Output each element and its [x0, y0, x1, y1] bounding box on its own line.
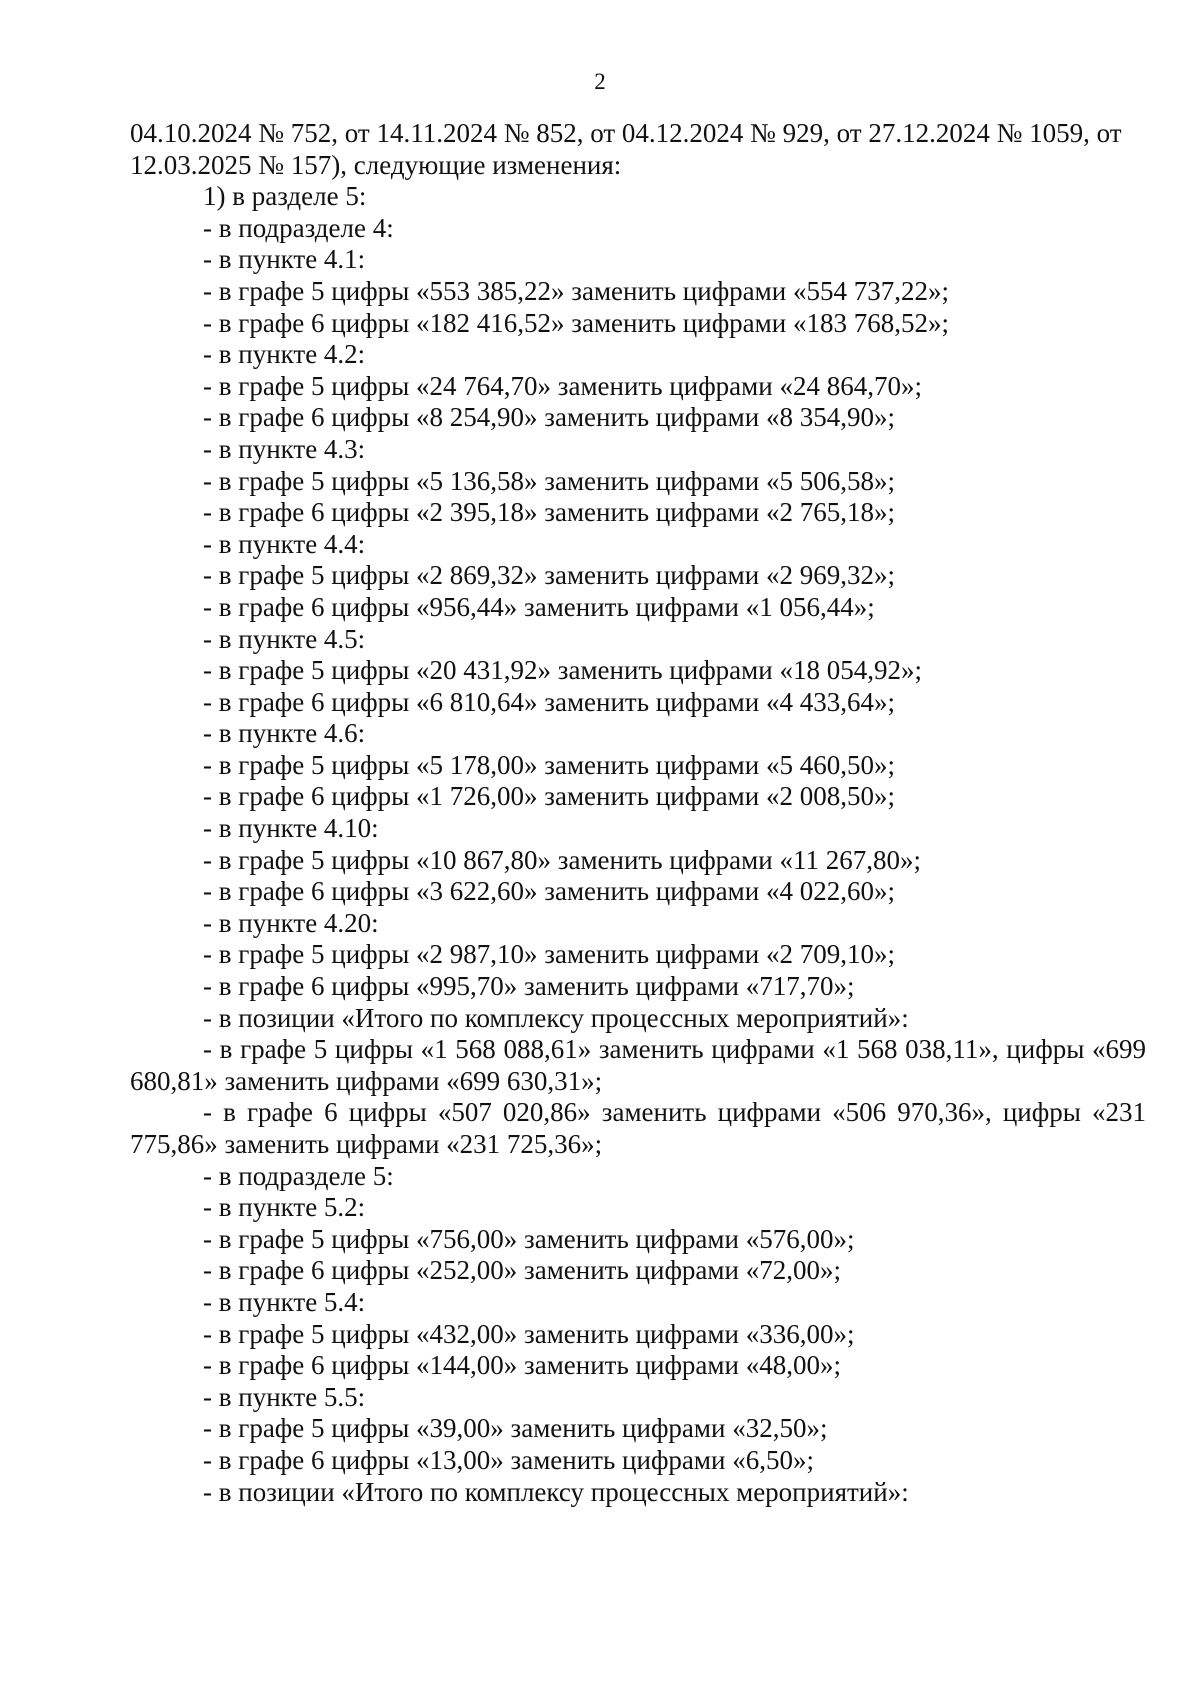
list-item: - в графе 6 цифры «6 810,64» заменить цифрами «4 433,64»; [203, 686, 895, 717]
list-item: - в графе 6 цифры «1 726,00» заменить цифрами «2 008,50»; [203, 781, 895, 812]
list-item: - в графе 5 цифры «2 869,32» заменить цифрами «2 969,32»; [203, 560, 895, 591]
total-graph-6-paragraph: - в графе 6 цифры «507 020,86» заменить цифрами «506 970,36», цифры «231 775,86» заменить цифрами «231 725,36»; [130, 1097, 1146, 1159]
list-item: - в графе 6 цифры «956,44» заменить цифрами «1 056,44»; [203, 591, 875, 622]
list-item: - в графе 5 цифры «2 987,10» заменить цифрами «2 709,10»; [203, 939, 895, 970]
list-item: - в графе 5 цифры «553 385,22» заменить цифрами «554 737,22»; [203, 275, 949, 306]
list-item: - в графе 5 цифры «756,00» заменить цифрами «576,00»; [203, 1223, 855, 1254]
list-item: - в графе 5 цифры «39,00» заменить цифрами «32,50»; [203, 1413, 828, 1444]
list-item: - в пункте 4.4: [203, 528, 366, 559]
list-item: - в графе 5 цифры «20 431,92» заменить цифрами «18 054,92»; [203, 655, 922, 686]
list-item: - в пункте 4.3: [203, 433, 366, 464]
list-item: - в графе 6 цифры «13,00» заменить цифрами «6,50»; [203, 1444, 814, 1475]
list-item: - в графе 6 цифры «995,70» заменить цифрами «717,70»; [203, 971, 855, 1002]
list-item: - в позиции «Итого по комплексу процессных мероприятий»: [203, 1476, 909, 1507]
list-item: - в подразделе 4: [203, 212, 394, 243]
list-item: - в пункте 4.6: [203, 718, 366, 749]
list-item: - в графе 6 цифры «144,00» заменить цифрами «48,00»; [203, 1350, 841, 1381]
amendment-list-section-5 [130, 1161, 1146, 1509]
list-item: - в подразделе 5: [203, 1160, 394, 1191]
list-item: 1) в разделе 5: [203, 181, 367, 212]
list-item: - в графе 6 цифры «2 395,18» заменить цифрами «2 765,18»; [203, 497, 895, 528]
amendment-list-section-4 [130, 181, 1146, 1034]
total-graph-5-paragraph: - в графе 5 цифры «1 568 088,61» заменить цифрами «1 568 038,11», цифры «699 680,81» заменить цифрами «699 630,31»; [130, 1034, 1146, 1096]
list-item: - в пункте 4.20: [203, 907, 379, 938]
list-item: - в графе 6 цифры «252,00» заменить цифрами «72,00»; [203, 1255, 841, 1286]
list-item: - в графе 5 цифры «5 136,58» заменить цифрами «5 506,58»; [203, 465, 895, 496]
page-number: 2 [594, 69, 606, 94]
document-body [130, 118, 1146, 1508]
list-item: - в графе 5 цифры «432,00» заменить цифрами «336,00»; [203, 1318, 855, 1349]
list-item: - в графе 5 цифры «24 764,70» заменить цифрами «24 864,70»; [203, 370, 922, 401]
list-item: - в позиции «Итого по комплексу процессных мероприятий»: [203, 1002, 909, 1033]
intro-paragraph: 04.10.2024 № 752, от 14.11.2024 № 852, от 04.12.2024 № 929, от 27.12.2024 № 1059, от 12.03.2025 № 157), следующие изменения: [130, 118, 1122, 180]
list-item: - в графе 5 цифры «10 867,80» заменить цифрами «11 267,80»; [203, 844, 921, 875]
list-item: - в пункте 4.2: [203, 339, 366, 370]
list-item: - в пункте 4.10: [203, 813, 379, 844]
list-item: - в пункте 4.1: [203, 244, 366, 275]
list-item: - в графе 5 цифры «5 178,00» заменить цифрами «5 460,50»; [203, 749, 895, 780]
list-item: - в графе 6 цифры «182 416,52» заменить цифрами «183 768,52»; [203, 307, 949, 338]
list-item: - в графе 6 цифры «3 622,60» заменить цифрами «4 022,60»; [203, 876, 895, 907]
list-item: - в пункте 4.5: [203, 623, 366, 654]
list-item: - в пункте 5.2: [203, 1192, 366, 1223]
list-item: - в пункте 5.5: [203, 1381, 366, 1412]
list-item: - в графе 6 цифры «8 254,90» заменить цифрами «8 354,90»; [203, 402, 895, 433]
list-item: - в пункте 5.4: [203, 1286, 366, 1317]
